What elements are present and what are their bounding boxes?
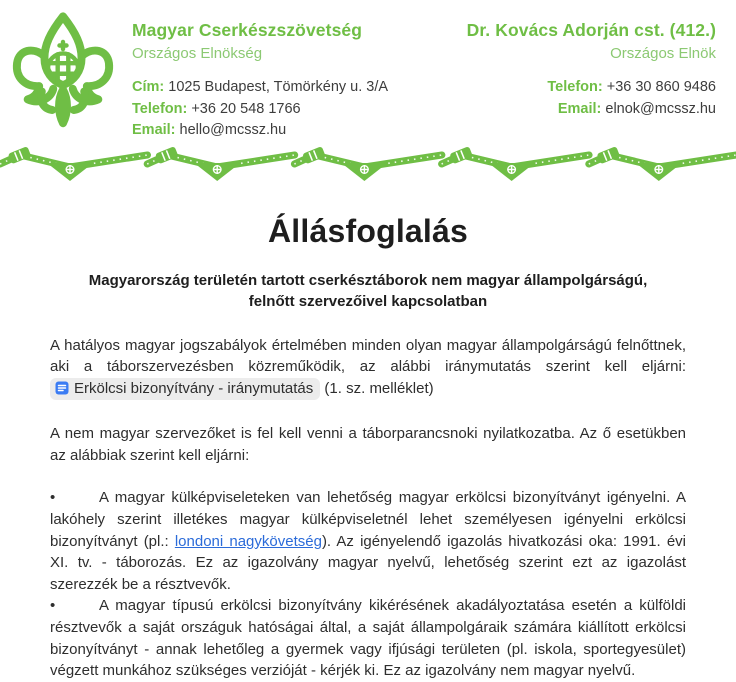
signer-contacts bbox=[467, 77, 716, 120]
sender-block bbox=[132, 10, 388, 142]
email-value: elnok@mcssz.hu bbox=[605, 100, 716, 117]
contact-row-email bbox=[132, 120, 388, 142]
phone-value: +36 30 860 9486 bbox=[606, 79, 716, 95]
contact-row-phone bbox=[132, 99, 388, 121]
document-body bbox=[0, 213, 736, 682]
subtitle-line-2: felnőtt szervezőivel kapcsolatban bbox=[248, 292, 488, 310]
bullet-text: A magyar külképviseleteken van lehetőség magyar erkölcsi bizonyítványt igényelni. A lakóhely szerint illetékes magyar külképviseletnél lehet személyesen igényelni erkölcsi bizonyítványt (pl.: bbox=[50, 489, 686, 550]
phone-value: +36 20 548 1766 bbox=[191, 100, 301, 117]
paragraph-guideline bbox=[50, 335, 686, 401]
contact-row-phone bbox=[467, 77, 716, 99]
phone-label: Telefon: bbox=[547, 79, 603, 95]
address-label: Cím: bbox=[132, 79, 165, 95]
document-chip-link[interactable] bbox=[50, 378, 320, 401]
email-label: Email: bbox=[132, 122, 176, 138]
scout-scarf-rope-divider bbox=[0, 147, 736, 183]
bullet-marker: • bbox=[50, 597, 56, 615]
bullet-marker: • bbox=[50, 489, 56, 507]
email-value: hello@mcssz.hu bbox=[179, 122, 287, 138]
bullet-item-foreign-certificate bbox=[50, 595, 686, 681]
paragraph-text: A hatályos magyar jogszabályok értelmében minden olyan magyar állampolgárságú felnőttnek, aki a táborszervezésben közreműködik, az alábbi iránymutatás szerint kell eljárni: bbox=[50, 336, 686, 376]
letterhead bbox=[0, 0, 736, 142]
signer-block bbox=[467, 10, 716, 120]
embassy-link[interactable]: londoni nagykövetség bbox=[174, 532, 322, 550]
page-subtitle bbox=[50, 270, 686, 312]
page-title: Állásfoglalás bbox=[267, 212, 468, 249]
signer-name: Dr. Kovács Adorján cst. (412.) bbox=[466, 20, 716, 40]
scout-lily-icon bbox=[10, 10, 116, 134]
email-label: Email: bbox=[557, 100, 602, 117]
org-name: Magyar Cserkészszövetség bbox=[132, 20, 363, 40]
subtitle-line-1: Magyarország területén tartott cserkésztáborok nem magyar állampolgárságú, bbox=[88, 271, 648, 289]
signer-title: Országos Elnök bbox=[610, 45, 716, 62]
attachment-note: (1. sz. melléklet) bbox=[320, 379, 434, 397]
org-unit: Országos Elnökség bbox=[132, 45, 263, 62]
paragraph-non-hungarian: A nem magyar szervezőket is fel kell venni a táborparancsnoki nyilatkozatba. Az ő esetükben az alábbiak szerint kell eljárni: bbox=[50, 425, 686, 464]
bullet-list bbox=[50, 487, 686, 681]
bullet-text: ). Az igényelendő igazolás hivatkozási oka: 1991. évi XI. tv. - táborozás. Ez az igazolvány magyar nyelvű, lehetőség szerint ezt az igazolást szerezzék be a résztvevők. bbox=[50, 532, 686, 593]
bullet-text: A magyar típusú erkölcsi bizonyítvány kikérésének akadályoztatása esetén a külföldi résztvevők a saját országuk hatóságai által, a saját állampolgáraik számára kiállított erkölcsi bizonyítványt - annak lehetőleg a gyermek vagy ifjúsági területen (pl. iskola, sportegyesület) végzett munkához szükséges verzióját - kérjék ki. Ez az igazolvány nem magyar nyelvű. bbox=[50, 597, 686, 680]
document-chip-label: Erkölcsi bizonyítvány - iránymutatás bbox=[74, 379, 314, 397]
sender-contacts bbox=[132, 77, 388, 142]
phone-label: Telefon: bbox=[132, 100, 188, 117]
contact-row-address bbox=[132, 77, 388, 99]
bullet-item-embassy bbox=[50, 487, 686, 595]
contact-row-email bbox=[467, 99, 716, 121]
address-value: 1025 Budapest, Tömörkény u. 3/A bbox=[168, 79, 389, 95]
document-page-icon bbox=[55, 381, 69, 395]
